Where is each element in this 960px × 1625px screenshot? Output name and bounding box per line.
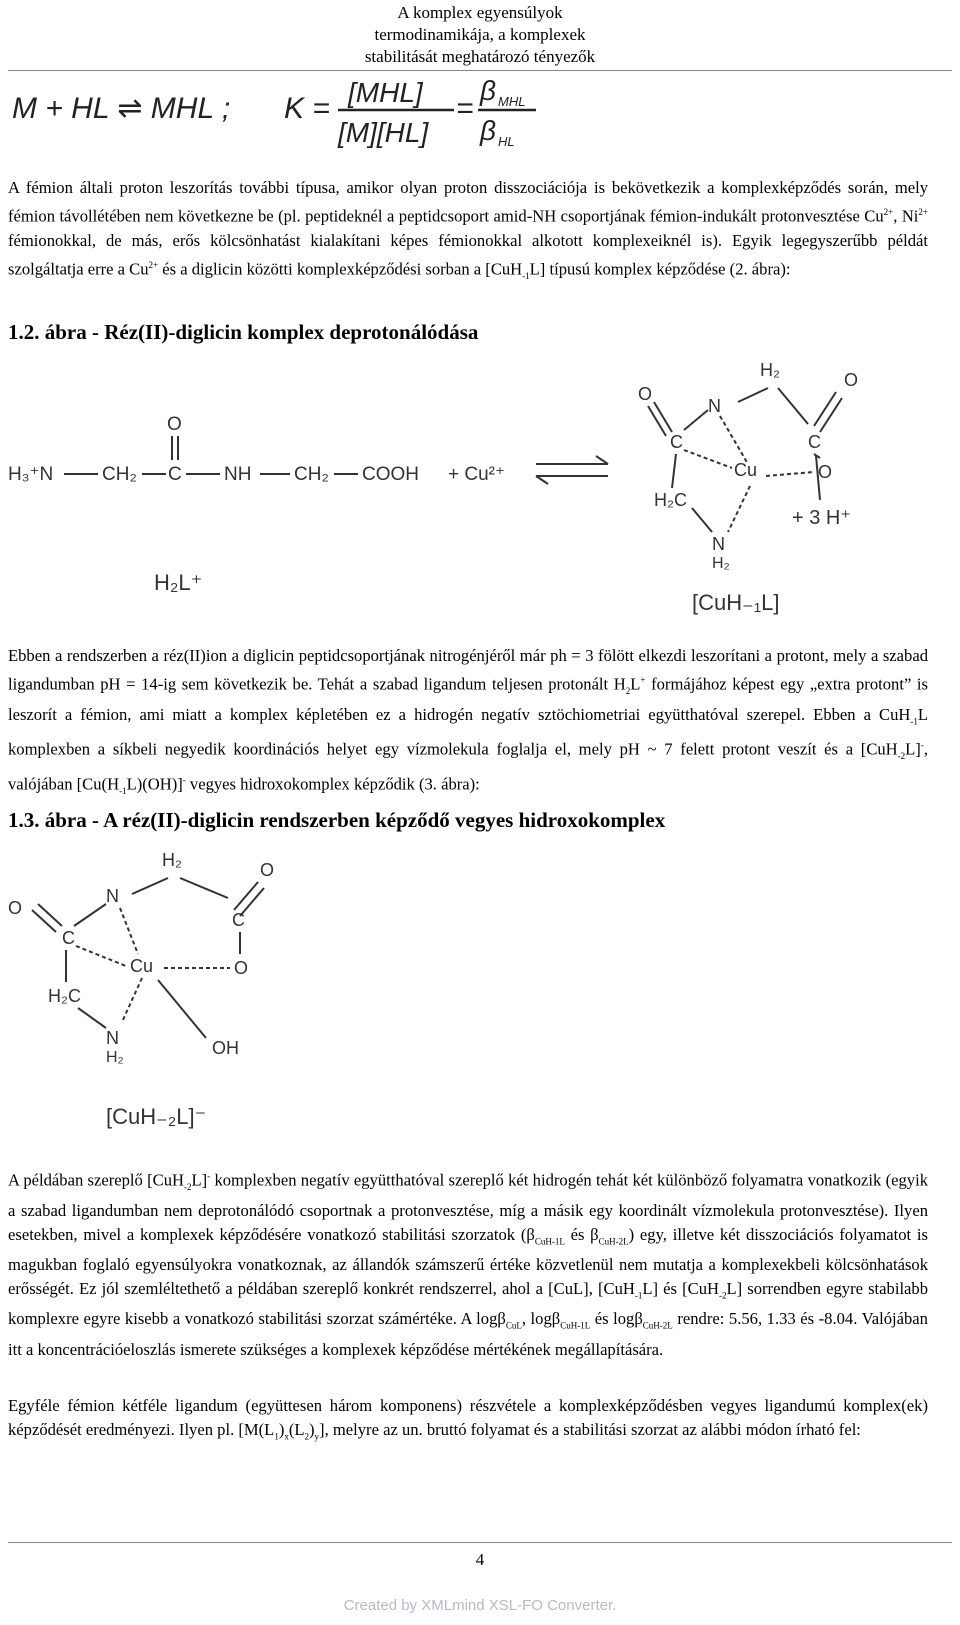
product-label: [CuH₋₂L]⁻ [106,1104,207,1129]
equation-k: K = [284,92,330,125]
running-header [300,2,660,68]
h2c-label: H₂C [654,490,687,510]
figure-2-reaction-diagram [8,352,888,632]
oxygen-label: O [844,370,859,390]
h2-label: H₂ [760,360,780,380]
coordination-bond [720,416,748,464]
nitrogen-label: N [106,886,119,906]
bond [778,388,808,424]
bond [648,406,666,436]
equation-left: M + HL ⇌ MHL ; [12,92,231,125]
copper-label: Cu [734,460,758,480]
coordination-bond [728,486,750,532]
paragraph-2: Ebben a rendszerben a réz(II)ion a diglicin peptidcsoportjának nitrogénjéről már ph = 3 fölött elkezdi leszorítani a protont, mely a szabad ligandumban pH = 14-ig sem következik be. Tehát a szabad ligandum teljesen protonált $H_2L^+$ formájához képest egy „extra protont” is leszorít a fémion, ami miatt a komplex képletében ez a hidrogén negatív sztöchiometriai együtthatóval szerepel. Ebben a CuH$_{-1}$L komplexben a síkbeli negyedik koordinációs helyet egy vízmolekula foglalja el, mely pH ~ 7 felett protont veszít és a [CuH$_{-2}$L]-, valójában $[Cu(H_{-1}L)(OH)]^-$ vegyes hidroxokomplex képződik (3. ábra): [8,646,928,796]
carbon-label: C [670,432,683,452]
oxygen-label: O [234,958,249,978]
coordination-bond [684,450,732,468]
paragraph-3: A példában szereplő [CuH$_{-2}$L]- komplexben negatív együtthatóval szereplő két hidrogén tehát két különböző folyamatra vonatkozik (egyik a szabad ligandumban nem deprotonálódó csoportnak a protonvesztése, míg a másik egy koordinált vízmolekula protonvesztése). Ilyen esetekben, mivel a komplexek képződésére vonatkozó stabilitási szorzatok ($\beta_{CuH-1L}$ és $\beta_{CuH-2L}$) egy, illetve két disszociációs folyamatot is magukban foglaló egyensúlyokra vonatkoznak, az állandók számszerű értéke közvetlenül nem mutatja a komplexekbeli kölcsönhatások erősségét. Ez jól szemléltethető a példában szereplő konkrét rendszerrel, ahol a [CuL], [CuH$_{-1}$L] és [CuH$_{-2}$L] sorrendben egyre stabilabb komplexre egyre kisebb a vonatkozó stabilitási szorzat számértéke. A logβ$_{CuL}$, logβ$_{CuH-1L}$ és logβ$_{CuH-2L}$ rendre: 5.56, 1.33 és -8.04. Valójában itt a koncentrációeloszlás ismerete szükséges a komplexek képződése mértékének megállapítására. [8,1170,929,1359]
h2-label: H₂ [162,850,182,870]
bond [74,904,106,926]
beta-numerator-sub: MHL [498,94,526,109]
product-label: [CuH₋₁L] [692,590,780,615]
figure-3-title: 1.3. ábra - A réz(II)-diglicin rendszerben képződő vegyes hidroxokomplex [8,808,666,832]
cooh-label: COOH [362,464,419,485]
bond [32,910,56,932]
hydroxide-label: OH [212,1038,239,1058]
h2l-label: H₂L⁺ [154,570,203,595]
bond [38,904,62,926]
forward-arrow [536,456,608,464]
h2-label: H₂ [712,555,730,572]
bond [180,878,228,898]
equation-denominator: [M][HL] [338,117,429,148]
carbon-label: C [232,910,245,930]
plus-3h-label: + 3 H⁺ [792,507,851,529]
h2c-label: H₂C [48,986,81,1006]
nitrogen-label: N [708,396,721,416]
coordination-bond [76,946,126,966]
paragraph-4: Egyféle fémion kétféle ligandum (együttesen három komponens) részvétele a komplexképződésben vegyes ligandumú komplex(ek) képződését eredményezi. Ilyen pl. $[M(L_1)_x(L_2)_y]$, melyre az un. bruttó folyamat és a stabilitási szorzat az alábbi módon írható fel: [8,1396,928,1442]
bond [692,508,712,532]
bond [654,402,672,432]
oxygen-label: O [818,462,833,482]
header-line: A komplex egyensúlyok [397,3,563,22]
bond [820,398,842,432]
beta-denominator-sub: HL [498,134,515,149]
copper-label: Cu [130,956,154,976]
carbonyl-c-label: C [168,464,182,485]
equilibrium-equation [8,74,568,152]
ch2-label: CH₂ [102,464,137,485]
bond [684,410,708,430]
coordination-bond [766,472,814,476]
equals-sign: = [456,92,474,125]
bond [158,980,206,1038]
carbon-label: C [808,432,821,452]
coordination-bond [120,908,138,954]
oxygen-label: O [638,384,653,404]
cu-ion-label: + Cu²⁺ [448,464,506,485]
h2-label: H₂ [106,1049,124,1066]
bond [78,1008,106,1028]
h3n-label: H₃⁺N [8,464,54,485]
bond [132,878,168,894]
page-number: 4 [475,1550,485,1569]
bond [672,454,676,488]
carbon-label: C [62,928,75,948]
header-rule [8,70,952,71]
bond [738,388,768,402]
header-line: termodinamikája, a komplexek [374,25,586,44]
beta-numerator: β [480,75,496,106]
footer-rule [8,1542,952,1543]
ch2-label: CH₂ [294,464,329,485]
oxygen-label: O [8,898,23,918]
header-line: stabilitását meghatározó tényezők [364,47,596,66]
oxygen-label: O [260,860,275,880]
bond [814,392,836,426]
nh-label: NH [224,464,252,485]
reverse-arrow [536,476,608,484]
nitrogen-label: N [712,534,725,554]
paragraph-1: A fémion általi proton leszorítás további típusa, amikor olyan proton disszociációja is bekövetkezik a komplexképződés során, mely fémion távollétében nem következne be (pl. peptideknél a peptidcsoport amid-NH csoportjának fémion-indukált protonvesztése $Cu^{2+}$, $Ni^{2+}$ fémionokkal, de más, erős kölcsönhatást kialakítani képes fémionokkal alkotott komplexeiknél is). Egyik legegyszerűbb példát szolgáltatja erre a $Cu^{2+}$ és a diglicin közötti komplexképződési sorban a [CuH$_{-1}$L] típusú komplex képződése (2. ábra): [8,178,928,281]
nitrogen-label: N [106,1028,119,1048]
beta-denominator: β [480,115,496,146]
oxygen-label: O [167,414,182,435]
coordination-bond [122,978,142,1022]
figure-3-structure-diagram [8,842,328,1142]
figure-2-title: 1.2. ábra - Réz(II)-diglicin komplex deprotonálódása [8,320,479,344]
equation-numerator: [MHL] [348,77,423,108]
bond [234,882,258,910]
converter-credit: Created by XMLmind XSL-FO Converter. [343,1597,617,1614]
